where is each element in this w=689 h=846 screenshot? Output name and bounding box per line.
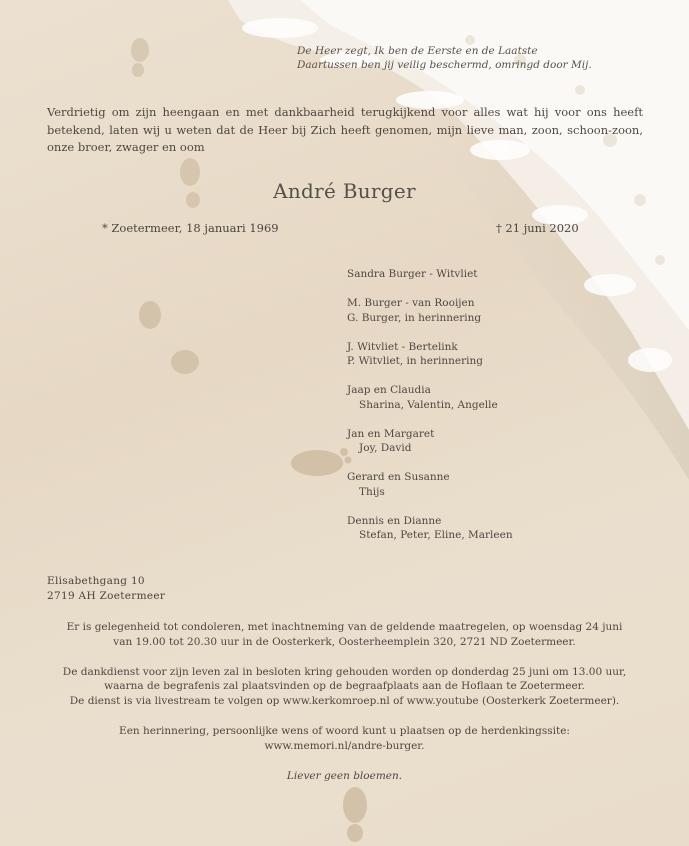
family-group <box>347 296 513 325</box>
death-date: † 21 juni 2020 <box>496 221 579 235</box>
family-group <box>347 470 513 499</box>
family-member: G. Burger, in herinnering <box>347 311 482 324</box>
footprint-icon <box>130 295 175 340</box>
family-member: Jan en Margaret <box>347 427 435 440</box>
family-list <box>347 267 513 557</box>
verse-line: Daartussen ben jij veilig beschermd, omringd door Mij. <box>297 59 592 71</box>
family-member: Dennis en Dianne <box>347 514 442 527</box>
service-notice <box>0 620 689 798</box>
condolence-paragraph <box>0 620 689 650</box>
notice-line: waarna de begrafenis zal plaatsvinden op de begraafplaats aan de Hoflaan te Zoetermeer. <box>104 680 585 693</box>
birth-date: * Zoetermeer, 18 januari 1969 <box>102 221 279 235</box>
service-paragraph <box>0 665 689 709</box>
memorial-site-paragraph <box>0 724 689 754</box>
family-group <box>347 267 513 282</box>
verse-line: De Heer zegt, Ik ben de Eerste en de Laatste <box>297 45 538 57</box>
family-member: P. Witvliet, in herinnering <box>347 355 483 367</box>
footprint-icon <box>120 32 160 82</box>
family-children: Sharina, Valentin, Angelle <box>359 398 498 411</box>
family-group <box>347 340 513 369</box>
address-street: Elisabethgang 10 <box>47 575 145 587</box>
address-city: 2719 AH Zoetermeer <box>47 589 166 602</box>
notice-line: De dankdienst voor zijn leven zal in besloten kring gehouden worden op donderdag 25 juni om 13.00 uur, <box>62 665 627 678</box>
family-member: Gerard en Susanne <box>347 471 450 483</box>
family-group <box>347 383 513 412</box>
bible-verse <box>297 44 592 72</box>
notice-line: van 19.00 tot 20.30 uur in de Oosterkerk, Oosterheemplein 320, 2721 ND Zoetermeer. <box>113 635 576 648</box>
notice-line: Er is gelegenheid tot condoleren, met inachtneming van de geldende maatregelen, op woensdag 24 juni <box>66 621 623 633</box>
deceased-name: André Burger <box>273 179 416 203</box>
family-children: Thijs <box>359 485 385 498</box>
family-children: Stefan, Peter, Eline, Marleen <box>359 529 513 541</box>
family-children: Joy, David <box>359 442 412 454</box>
family-group <box>347 427 513 456</box>
announcement-text: Verdrietig om zijn heengaan en met dankbaarheid terugkijkend voor alles wat hij voor ons heeft betekend, laten wij u weten dat de Heer bij Zich heeft genomen, mijn lieve man, zoon, schoon-zoon, onze broer, zwager en oom <box>47 105 643 154</box>
no-flowers-note: Liever geen bloemen. <box>286 769 403 782</box>
notice-line: Een herinnering, persoonlijke wens of woord kunt u plaatsen op de herdenkingssite: <box>119 724 570 737</box>
family-member: Sandra Burger - Witvliet <box>347 268 478 280</box>
family-group <box>347 514 513 543</box>
family-member: J. Witvliet - Bertelink <box>347 340 458 353</box>
correspondence-address <box>47 574 165 603</box>
family-member: Jaap en Claudia <box>347 384 431 396</box>
memorial-site-link: www.memori.nl/andre-burger. <box>264 739 425 752</box>
footprint-icon <box>160 340 210 385</box>
livestream-line: De dienst is via livestream te volgen op www.kerkomroep.nl of www.youtube (Oosterkerk Zoetermeer). <box>69 695 620 708</box>
family-member: M. Burger - van Rooijen <box>347 297 475 309</box>
